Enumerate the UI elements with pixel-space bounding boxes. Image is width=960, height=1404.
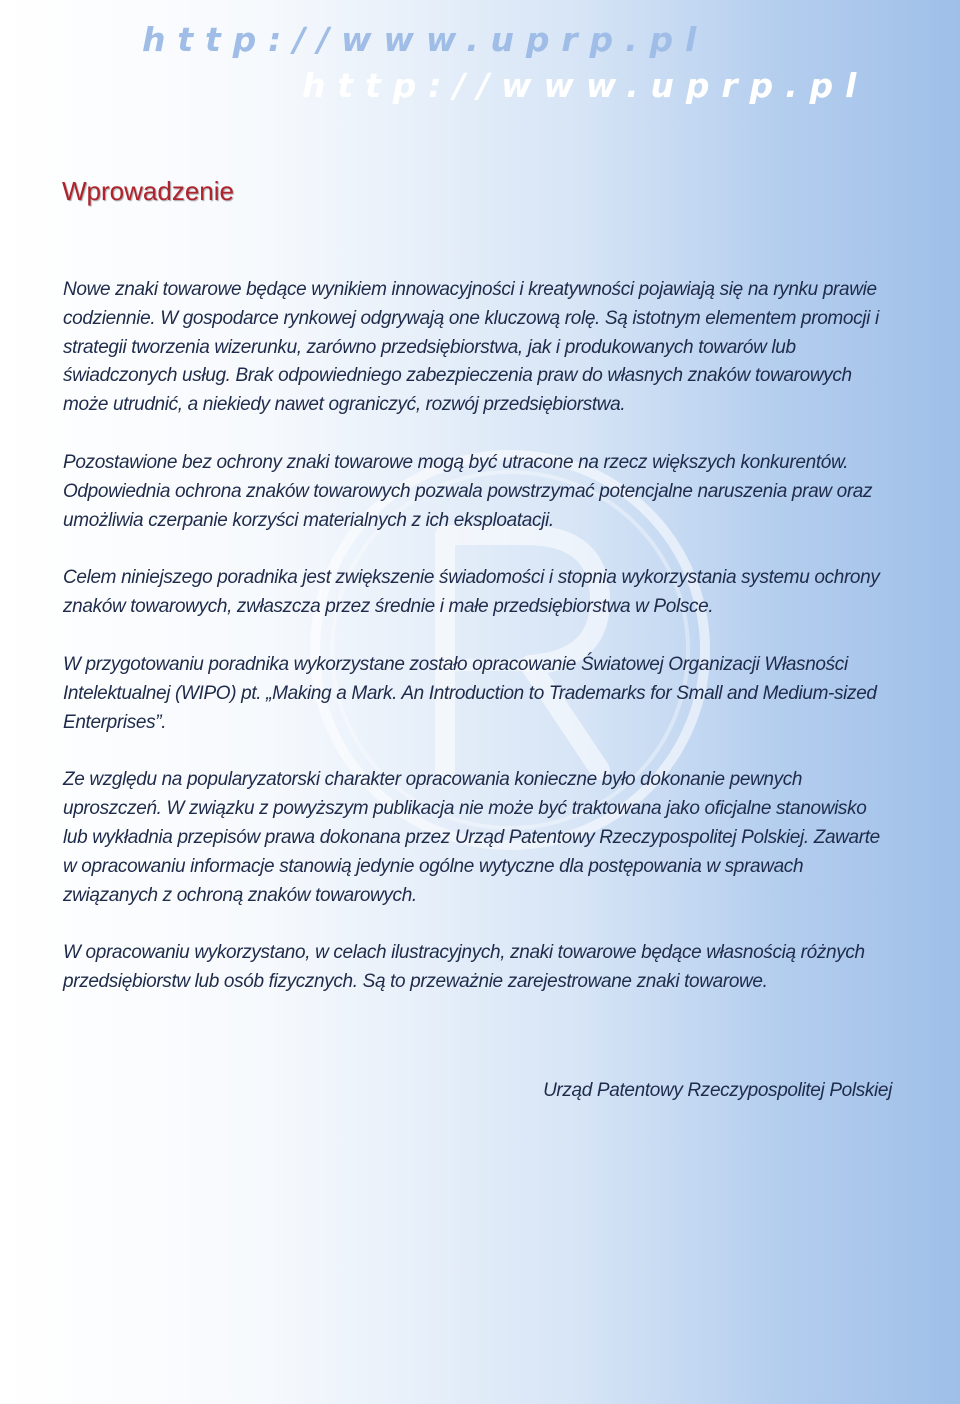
header-url-shadow: http://www.uprp.pl [302, 66, 869, 105]
paragraph: Nowe znaki towarowe będące wynikiem innowacyjności i kreatywności pojawiają się na rynku prawie codziennie. W gospodarce rynkowej odgrywają one kluczową rolę. Są istotnym elementem promocji i strategii tworzenia wizerunku, zarówno przedsiębiorstwa, jak i produkowanych towarów lub świadczonych usług. Brak odpowiedniego zabezpieczenia praw do własnych znaków towarowych może utrudnić, a niekiedy nawet ograniczyć, rozwój przedsiębiorstwa. [63, 279, 879, 416]
paragraph: Ze względu na popularyzatorski charakter opracowania konieczne było dokonanie pewnych uproszczeń. W związku z powyższym publikacja nie może być traktowana jako oficjalne stanowisko lub wykładnia przepisów prawa dokonana przez Urząd Patentowy Rzeczypospolitej Polskiej. Zawarte w opracowaniu informacje stanowią jedynie ogólne wytyczne dla postępowania w sprawach związanych z ochroną znaków towarowych. [63, 769, 880, 906]
page-title: Wprowadzenie [62, 176, 234, 206]
header-url[interactable]: http://www.uprp.pl [142, 20, 709, 59]
paragraph: W przygotowaniu poradnika wykorzystane zostało opracowanie Światowej Organizacji Własności Intelektualnej (WIPO) pt. „Making a Mark. An Introduction to Trademarks for Small and Medium-sized Enterprises”. [63, 653, 877, 733]
signature: Urząd Patentowy Rzeczypospolitej Polskiej [543, 1080, 892, 1101]
paragraph: W opracowaniu wykorzystano, w celach ilustracyjnych, znaki towarowe będące własnością różnych przedsiębiorstw lub osób fizycznych. Są to przeważnie zarejestrowane znaki towarowe. [63, 942, 865, 993]
paragraph: Celem niniejszego poradnika jest zwiększenie świadomości i stopnia wykorzystania systemu ochrony znaków towarowych, zwłaszcza przez średnie i małe przedsiębiorstwa w Polsce. [63, 567, 880, 618]
paragraph: Pozostawione bez ochrony znaki towarowe mogą być utracone na rzecz większych konkurentów. Odpowiednia ochrona znaków towarowych pozwala powstrzymać potencjalne naruszenia praw oraz umożliwia czerpanie korzyści materialnych z ich eksploatacji. [63, 451, 873, 531]
intro-body [63, 276, 893, 1026]
